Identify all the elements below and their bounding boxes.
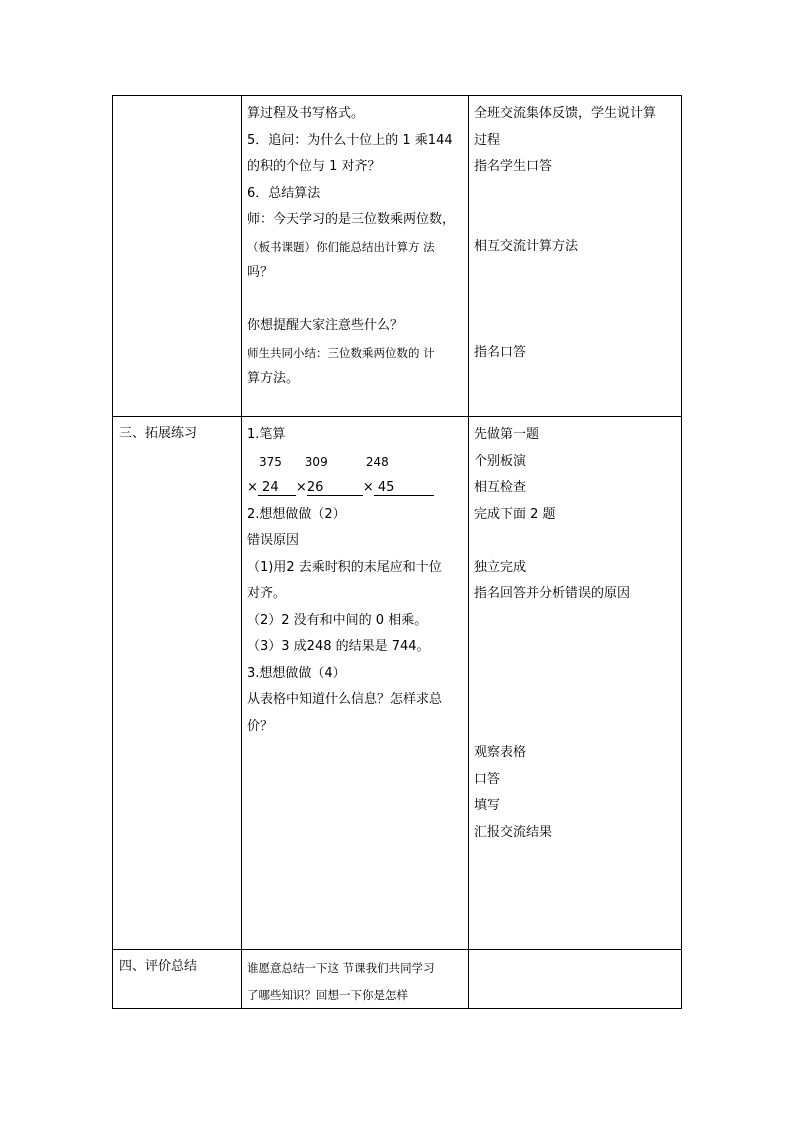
text-line: 指名学生口答: [474, 159, 553, 174]
text-line: 的积的个位与 1 对齐？: [247, 159, 381, 174]
text-line: 先做第一题: [474, 427, 540, 442]
stage-cell: [113, 96, 242, 417]
text-line: 了哪些知识？回想一下你是怎样: [247, 987, 408, 1002]
blank-line: [247, 287, 464, 314]
lesson-plan-table: [112, 95, 682, 1009]
student-activity-cell: [469, 96, 682, 417]
text-line: 算过程及书写格式。: [247, 106, 365, 121]
text-line: （1)用2 去乘时积的末尾应和十位: [247, 559, 442, 575]
text-line: 2.想想做做（2）: [247, 506, 346, 522]
text-line: （板书课题）你们能总结出计算方 法: [247, 239, 435, 254]
student-activity-cell: [469, 950, 682, 1009]
multipliers-row: [247, 475, 464, 502]
text-line: （2）2 没有和中间的 0 相乘。: [247, 612, 428, 628]
stage-label: [113, 96, 241, 100]
text-line: 谁愿意总结一下这 节课我们共同学习: [247, 961, 435, 975]
multiplicand: 248: [365, 454, 389, 469]
text-line: 观察表格: [474, 745, 527, 760]
teacher-activity-cell: [242, 950, 469, 1009]
blank-line: [474, 528, 677, 555]
text-line: 个别板演: [474, 453, 527, 469]
text-line: 从表格中知道什么信息？怎样求总: [247, 692, 443, 707]
stage-cell: [113, 417, 242, 950]
blank-line: [474, 260, 677, 287]
text-line: 3.想想做做（4）: [247, 665, 346, 681]
blank-line: [474, 687, 677, 714]
text-line: 过程: [474, 132, 501, 148]
text-line: 指名口答: [474, 344, 527, 360]
text-line: 错误原因: [247, 533, 300, 548]
student-activity-cell: [469, 417, 682, 950]
times-sign: ×: [295, 480, 307, 495]
text-line: 师生共同小结：三位数乘两位数的 计: [247, 345, 435, 360]
blank-line: [474, 207, 677, 234]
multiplier: 26: [307, 481, 363, 496]
table-row: [113, 950, 682, 1009]
multiplier: 45: [374, 481, 434, 496]
text-line: 填写: [474, 798, 501, 813]
multiplicand: 375: [259, 454, 282, 469]
teacher-activity-cell: [242, 417, 469, 950]
stage-label: 四、评价总结: [119, 959, 198, 974]
text-line: 完成下面 2 题: [474, 506, 556, 522]
stage-cell: [113, 950, 242, 1009]
text-line: 相互检查: [474, 480, 527, 495]
blank-line: [474, 181, 677, 208]
blank-line: [474, 634, 677, 661]
text-line: 师：今天学习的是三位数乘两位数，: [247, 212, 456, 227]
text-line: 吗？: [247, 265, 274, 280]
table-row: [113, 96, 682, 417]
blank-line: [474, 287, 677, 314]
times-sign: ×: [362, 480, 374, 495]
blank-line: [474, 714, 677, 741]
blank-line: [474, 313, 677, 340]
text-line: 5．追问：为什么十位上的 1 乘144: [247, 132, 453, 148]
text-line: 汇报交流结果: [474, 824, 553, 840]
multiplicand: 309: [304, 454, 328, 469]
text-line: 你想提醒大家注意些什么？: [247, 318, 404, 333]
multiplicands-row: [247, 449, 464, 476]
stage-label: 三、拓展练习: [119, 426, 198, 441]
text-line: 6．总结算法: [247, 185, 321, 201]
text-line: 价？: [247, 718, 274, 734]
times-sign: ×: [247, 480, 258, 495]
multiplier: 24: [258, 481, 296, 496]
text-line: 全班交流集体反馈，学生说计算: [474, 106, 657, 121]
text-line: 指名回答并分析错误的原因: [474, 586, 631, 601]
text-line: 相互交流计算方法: [474, 238, 579, 254]
text-line: 对齐。: [247, 586, 287, 601]
blank-line: [474, 608, 677, 635]
blank-line: [474, 661, 677, 688]
text-line: 独立完成: [474, 559, 527, 575]
text-line: （3）3 成248 的结果是 744。: [247, 639, 430, 654]
teacher-activity-cell: [242, 96, 469, 417]
text-line: 1.笔算: [247, 427, 286, 442]
text-line: 算方法。: [247, 371, 300, 386]
text-line: 口答: [474, 771, 501, 787]
table-row: [113, 417, 682, 950]
